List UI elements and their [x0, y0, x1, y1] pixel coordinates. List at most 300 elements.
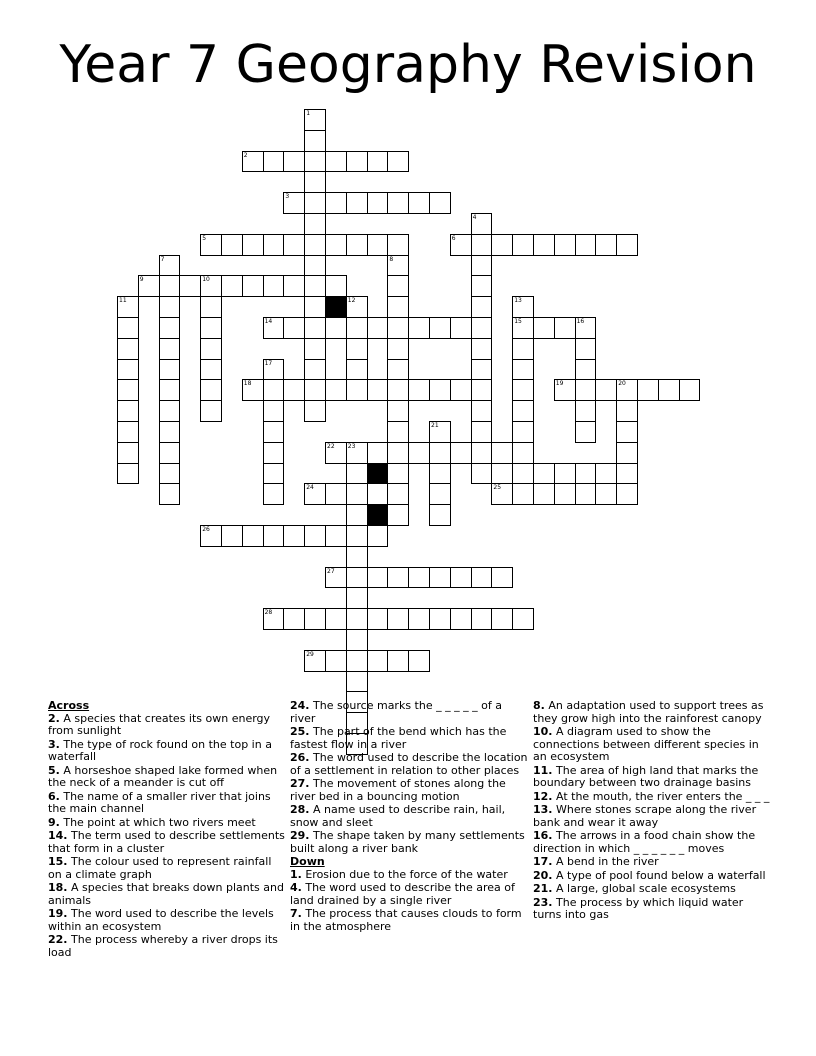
grid-cell[interactable]	[471, 317, 493, 339]
grid-cell[interactable]	[387, 463, 409, 485]
grid-cell[interactable]	[159, 317, 181, 339]
grid-cell[interactable]	[304, 275, 326, 297]
grid-cell[interactable]	[263, 608, 285, 630]
grid-cell[interactable]	[408, 442, 430, 464]
grid-cell[interactable]	[408, 608, 430, 630]
grid-cell[interactable]	[325, 192, 347, 214]
grid-cell[interactable]	[346, 504, 368, 526]
clue-number: 15	[514, 318, 522, 325]
grid-cell[interactable]	[575, 421, 597, 443]
grid-cell[interactable]	[471, 359, 493, 381]
grid-cell[interactable]	[325, 317, 347, 339]
grid-cell[interactable]	[387, 504, 409, 526]
grid-cell[interactable]	[595, 379, 617, 401]
clue-text: A species that breaks down plants and animals	[48, 881, 284, 907]
grid-cell[interactable]	[554, 317, 576, 339]
puzzle-title: Year 7 Geography Revision	[59, 35, 757, 95]
grid-cell[interactable]	[533, 317, 555, 339]
grid-cell[interactable]	[533, 483, 555, 505]
grid-cell[interactable]	[367, 151, 389, 173]
grid-cell[interactable]	[200, 234, 222, 256]
grid-cell[interactable]	[304, 171, 326, 193]
clue-number: 11	[119, 297, 127, 305]
grid-cell[interactable]	[512, 442, 534, 464]
grid-cell[interactable]	[387, 192, 409, 214]
clue-item	[533, 765, 771, 790]
clue-item	[48, 765, 286, 790]
grid-cell[interactable]	[346, 525, 368, 547]
grid-cell[interactable]	[304, 317, 326, 339]
clue-item	[48, 713, 286, 738]
clue-number-label: 18.	[48, 881, 68, 894]
grid-cell[interactable]	[387, 296, 409, 318]
clue-number: 4	[472, 214, 477, 221]
clue-text: The shape taken by many settlements built along a river bank	[290, 829, 525, 855]
grid-cell[interactable]	[200, 400, 222, 422]
grid-cell[interactable]	[325, 608, 347, 630]
grid-cell[interactable]	[491, 567, 513, 589]
grid-cell[interactable]	[159, 296, 181, 318]
clue-column-1	[48, 700, 286, 960]
grid-cell[interactable]	[450, 567, 472, 589]
grid-cell[interactable]	[117, 338, 139, 360]
grid-cell[interactable]	[387, 255, 409, 277]
grid-cell[interactable]	[263, 442, 285, 464]
grid-cell[interactable]	[221, 275, 243, 297]
clue-number: 23	[347, 442, 356, 450]
grid-cell[interactable]	[117, 317, 139, 339]
grid-cell[interactable]	[491, 483, 513, 505]
clue-number-label: 26.	[290, 751, 310, 764]
grid-cell[interactable]	[471, 567, 493, 589]
clue-number-label: 13.	[533, 803, 553, 816]
grid-cell[interactable]	[616, 379, 638, 401]
clue-text: The movement of stones along the river bed in a bouncing motion	[290, 777, 506, 803]
clue-number-label: 12.	[533, 789, 553, 803]
grid-cell[interactable]	[471, 379, 493, 401]
grid-cell[interactable]	[429, 442, 451, 464]
grid-cell[interactable]	[367, 608, 389, 630]
grid-cell[interactable]	[283, 192, 305, 214]
grid-cell[interactable]	[387, 151, 409, 173]
clue-text: The term used to describe settlements that form in a cluster	[48, 829, 285, 855]
grid-cell[interactable]	[554, 379, 576, 401]
grid-cell[interactable]	[575, 338, 597, 360]
grid-cell[interactable]	[512, 483, 534, 505]
grid-cell[interactable]	[159, 379, 181, 401]
clue-item	[290, 869, 528, 882]
clue-number-label: 2.	[48, 711, 60, 725]
clue-section-heading: Down	[290, 855, 325, 868]
clue-text: The colour used to represent rainfall on a climate graph	[48, 855, 272, 881]
grid-cell[interactable]	[387, 483, 409, 505]
grid-cell[interactable]	[325, 650, 347, 672]
grid-cell[interactable]	[512, 338, 534, 360]
block-cell	[325, 296, 347, 318]
grid-cell[interactable]	[408, 317, 430, 339]
grid-cell[interactable]	[616, 463, 638, 485]
grid-cell[interactable]	[346, 546, 368, 568]
clue-item	[48, 817, 286, 830]
grid-cell[interactable]	[429, 504, 451, 526]
clue-number-label: 16.	[533, 829, 553, 842]
clue-number: 14	[264, 318, 273, 325]
grid-cell[interactable]	[263, 359, 285, 381]
grid-cell[interactable]	[346, 359, 368, 381]
grid-cell[interactable]	[346, 192, 368, 214]
grid-cell[interactable]	[491, 608, 513, 630]
clue-item	[48, 882, 286, 907]
grid-cell[interactable]	[471, 213, 493, 235]
grid-cell[interactable]	[512, 359, 534, 381]
clue-number-label: 21.	[533, 882, 553, 895]
grid-cell[interactable]	[575, 234, 597, 256]
grid-cell[interactable]	[159, 463, 181, 485]
grid-cell[interactable]	[616, 442, 638, 464]
grid-cell[interactable]	[429, 421, 451, 443]
grid-cell[interactable]	[263, 400, 285, 422]
grid-cell[interactable]	[554, 483, 576, 505]
grid-cell[interactable]	[450, 379, 472, 401]
grid-cell[interactable]	[117, 400, 139, 422]
grid-cell[interactable]	[346, 234, 368, 256]
grid-cell[interactable]	[387, 275, 409, 297]
grid-cell[interactable]	[304, 130, 326, 152]
grid-cell[interactable]	[242, 525, 264, 547]
grid-cell[interactable]	[471, 275, 493, 297]
grid-cell[interactable]	[554, 463, 576, 485]
grid-cell[interactable]	[346, 608, 368, 630]
grid-cell[interactable]	[304, 151, 326, 173]
grid-cell[interactable]	[616, 421, 638, 443]
clue-text: The part of the bend which has the fastest flow in a river	[290, 725, 507, 751]
grid-cell[interactable]	[117, 463, 139, 485]
clue-section-heading: Across	[48, 699, 90, 712]
grid-cell[interactable]	[304, 234, 326, 256]
grid-cell[interactable]	[304, 359, 326, 381]
grid-cell[interactable]	[304, 608, 326, 630]
grid-cell[interactable]	[263, 234, 285, 256]
grid-cell[interactable]	[325, 275, 347, 297]
grid-cell[interactable]	[595, 483, 617, 505]
grid-cell[interactable]	[471, 234, 493, 256]
grid-cell[interactable]	[491, 234, 513, 256]
grid-cell[interactable]	[263, 379, 285, 401]
grid-cell[interactable]	[325, 525, 347, 547]
grid-cell[interactable]	[387, 650, 409, 672]
grid-cell[interactable]	[471, 338, 493, 360]
grid-cell[interactable]	[346, 650, 368, 672]
grid-cell[interactable]	[346, 587, 368, 609]
grid-cell[interactable]	[512, 463, 534, 485]
clue-number: 13	[514, 297, 522, 305]
grid-cell[interactable]	[616, 234, 638, 256]
grid-cell[interactable]	[117, 379, 139, 401]
grid-cell[interactable]	[408, 567, 430, 589]
clue-column-2	[290, 700, 528, 934]
grid-cell[interactable]	[512, 608, 534, 630]
grid-cell[interactable]	[575, 379, 597, 401]
grid-cell[interactable]	[387, 442, 409, 464]
grid-cell[interactable]	[367, 317, 389, 339]
grid-cell[interactable]	[283, 151, 305, 173]
grid-cell[interactable]	[242, 234, 264, 256]
grid-cell[interactable]	[304, 109, 326, 131]
clue-number: 3	[285, 193, 290, 201]
grid-cell[interactable]	[242, 151, 264, 173]
clue-number: 19	[555, 380, 564, 388]
grid-cell[interactable]	[346, 379, 368, 401]
grid-cell[interactable]	[221, 525, 243, 547]
grid-cell[interactable]	[387, 317, 409, 339]
grid-cell[interactable]	[346, 567, 368, 589]
grid-cell[interactable]	[325, 379, 347, 401]
grid-cell[interactable]	[346, 338, 368, 360]
grid-cell[interactable]	[512, 421, 534, 443]
grid-cell[interactable]	[533, 463, 555, 485]
grid-cell[interactable]	[450, 234, 472, 256]
grid-cell[interactable]	[159, 338, 181, 360]
grid-cell[interactable]	[263, 483, 285, 505]
grid-cell[interactable]	[512, 317, 534, 339]
clue-item	[48, 934, 286, 959]
clue-text: The word used to describe the location of a settlement in relation to other places	[290, 751, 528, 777]
grid-cell[interactable]	[387, 234, 409, 256]
clue-item	[533, 830, 771, 855]
clue-number: 25	[493, 484, 502, 492]
clue-item	[533, 726, 771, 764]
clue-number: 18	[243, 380, 252, 388]
clue-item	[48, 791, 286, 816]
clue-text: A bend in the river	[556, 855, 659, 868]
grid-cell[interactable]	[679, 379, 701, 401]
grid-cell[interactable]	[346, 671, 368, 693]
clue-number-label: 11.	[533, 763, 553, 777]
grid-cell[interactable]	[512, 379, 534, 401]
grid-cell[interactable]	[159, 275, 181, 297]
grid-cell[interactable]	[117, 442, 139, 464]
grid-cell[interactable]	[471, 463, 493, 485]
block-cell	[367, 463, 389, 485]
grid-cell[interactable]	[346, 483, 368, 505]
clue-item	[48, 908, 286, 933]
grid-cell[interactable]	[512, 234, 534, 256]
grid-cell[interactable]	[263, 463, 285, 485]
grid-cell[interactable]	[408, 379, 430, 401]
grid-cell[interactable]	[283, 608, 305, 630]
grid-cell[interactable]	[200, 525, 222, 547]
grid-cell[interactable]	[304, 400, 326, 422]
clue-text: A diagram used to show the connections between different species in an ecosystem	[533, 725, 759, 763]
grid-cell[interactable]	[512, 296, 534, 318]
clue-item	[290, 752, 528, 777]
grid-cell[interactable]	[304, 379, 326, 401]
grid-cell[interactable]	[533, 234, 555, 256]
grid-cell[interactable]	[367, 192, 389, 214]
grid-cell[interactable]	[263, 421, 285, 443]
grid-cell[interactable]	[575, 483, 597, 505]
clue-item	[290, 726, 528, 751]
grid-cell[interactable]	[283, 275, 305, 297]
clue-number: 29	[306, 650, 314, 658]
grid-cell[interactable]	[283, 317, 305, 339]
grid-cell[interactable]	[263, 151, 285, 173]
clue-column-3	[533, 700, 771, 923]
grid-cell[interactable]	[512, 400, 534, 422]
clue-item	[290, 830, 528, 855]
grid-cell[interactable]	[554, 234, 576, 256]
grid-cell[interactable]	[242, 275, 264, 297]
grid-cell[interactable]	[325, 442, 347, 464]
grid-cell[interactable]	[471, 421, 493, 443]
grid-cell[interactable]	[637, 379, 659, 401]
grid-cell[interactable]	[159, 421, 181, 443]
grid-cell[interactable]	[429, 608, 451, 630]
grid-cell[interactable]	[200, 275, 222, 297]
grid-cell[interactable]	[346, 296, 368, 318]
grid-cell[interactable]	[471, 608, 493, 630]
grid-cell[interactable]	[450, 317, 472, 339]
grid-cell[interactable]	[304, 255, 326, 277]
clue-text: The process by which liquid water turns into gas	[533, 895, 744, 921]
clue-number: 12	[347, 297, 356, 305]
grid-cell[interactable]	[304, 213, 326, 235]
grid-cell[interactable]	[387, 400, 409, 422]
grid-cell[interactable]	[429, 192, 451, 214]
grid-cell[interactable]	[159, 359, 181, 381]
clue-item	[533, 870, 771, 883]
grid-cell[interactable]	[367, 567, 389, 589]
grid-cell[interactable]	[325, 151, 347, 173]
grid-cell[interactable]	[325, 567, 347, 589]
grid-cell[interactable]	[367, 483, 389, 505]
grid-cell[interactable]	[429, 463, 451, 485]
grid-cell[interactable]	[387, 359, 409, 381]
grid-cell[interactable]	[263, 275, 285, 297]
grid-cell[interactable]	[429, 567, 451, 589]
grid-cell[interactable]	[367, 234, 389, 256]
grid-cell[interactable]	[117, 359, 139, 381]
clue-number-label: 20.	[533, 868, 553, 882]
grid-cell[interactable]	[179, 275, 201, 297]
clue-text: The process whereby a river drops its load	[48, 933, 278, 959]
grid-cell[interactable]	[304, 338, 326, 360]
clue-number: 17	[264, 359, 273, 367]
grid-cell[interactable]	[387, 338, 409, 360]
grid-cell[interactable]	[387, 379, 409, 401]
grid-cell[interactable]	[387, 421, 409, 443]
grid-cell[interactable]	[325, 234, 347, 256]
grid-cell[interactable]	[117, 421, 139, 443]
grid-cell[interactable]	[367, 650, 389, 672]
grid-cell[interactable]	[595, 234, 617, 256]
clue-item	[290, 778, 528, 803]
grid-cell[interactable]	[200, 296, 222, 318]
grid-cell[interactable]	[575, 317, 597, 339]
clue-number: 10	[202, 276, 210, 284]
grid-cell[interactable]	[159, 442, 181, 464]
grid-cell[interactable]	[263, 317, 285, 339]
grid-cell[interactable]	[471, 400, 493, 422]
grid-cell[interactable]	[408, 650, 430, 672]
grid-cell[interactable]	[159, 483, 181, 505]
clue-number-label: 14.	[48, 829, 68, 842]
grid-cell[interactable]	[616, 483, 638, 505]
clue-number: 7	[160, 255, 165, 263]
grid-cell[interactable]	[471, 255, 493, 277]
grid-cell[interactable]	[429, 379, 451, 401]
grid-cell[interactable]	[304, 483, 326, 505]
grid-cell[interactable]	[346, 442, 368, 464]
grid-cell[interactable]	[575, 359, 597, 381]
grid-cell[interactable]	[159, 400, 181, 422]
grid-cell[interactable]	[387, 608, 409, 630]
clue-number-label: 28.	[290, 803, 310, 816]
grid-cell[interactable]	[325, 483, 347, 505]
clue-number-label: 24.	[290, 699, 310, 712]
grid-cell[interactable]	[408, 192, 430, 214]
clue-text: Where stones scrape along the river bank and wear it away	[533, 803, 757, 829]
grid-cell[interactable]	[221, 234, 243, 256]
grid-cell[interactable]	[471, 442, 493, 464]
grid-cell[interactable]	[283, 234, 305, 256]
grid-cell[interactable]	[283, 379, 305, 401]
grid-cell[interactable]	[575, 463, 597, 485]
grid-cell[interactable]	[367, 525, 389, 547]
clue-number-label: 3.	[48, 737, 60, 751]
clue-number: 24	[306, 484, 314, 492]
grid-cell[interactable]	[200, 338, 222, 360]
clue-text: A large, global scale ecosystems	[556, 882, 736, 895]
grid-cell[interactable]	[346, 629, 368, 651]
grid-cell[interactable]	[367, 442, 389, 464]
grid-cell[interactable]	[491, 442, 513, 464]
grid-cell[interactable]	[450, 608, 472, 630]
grid-cell[interactable]	[595, 463, 617, 485]
clue-number-label: 22.	[48, 933, 68, 946]
grid-cell[interactable]	[117, 296, 139, 318]
grid-cell[interactable]	[304, 525, 326, 547]
grid-cell[interactable]	[159, 255, 181, 277]
clue-number-label: 25.	[290, 725, 310, 738]
grid-cell[interactable]	[138, 275, 160, 297]
grid-cell[interactable]	[263, 525, 285, 547]
grid-cell[interactable]	[387, 567, 409, 589]
clue-text: The word used to describe the levels within an ecosystem	[48, 907, 274, 933]
grid-cell[interactable]	[242, 379, 264, 401]
grid-cell[interactable]	[658, 379, 680, 401]
grid-cell[interactable]	[450, 442, 472, 464]
grid-cell[interactable]	[200, 359, 222, 381]
grid-cell[interactable]	[304, 650, 326, 672]
clue-number: 28	[264, 609, 273, 617]
grid-cell[interactable]	[471, 296, 493, 318]
grid-cell[interactable]	[200, 379, 222, 401]
grid-cell[interactable]	[429, 483, 451, 505]
grid-cell[interactable]	[346, 151, 368, 173]
grid-cell[interactable]	[367, 379, 389, 401]
clue-number-label: 5.	[48, 763, 60, 777]
grid-cell[interactable]	[346, 463, 368, 485]
grid-cell[interactable]	[283, 525, 305, 547]
grid-cell[interactable]	[429, 317, 451, 339]
grid-cell[interactable]	[575, 400, 597, 422]
grid-cell[interactable]	[200, 317, 222, 339]
grid-cell[interactable]	[304, 296, 326, 318]
grid-cell[interactable]	[616, 400, 638, 422]
grid-cell[interactable]	[346, 317, 368, 339]
grid-cell[interactable]	[304, 192, 326, 214]
